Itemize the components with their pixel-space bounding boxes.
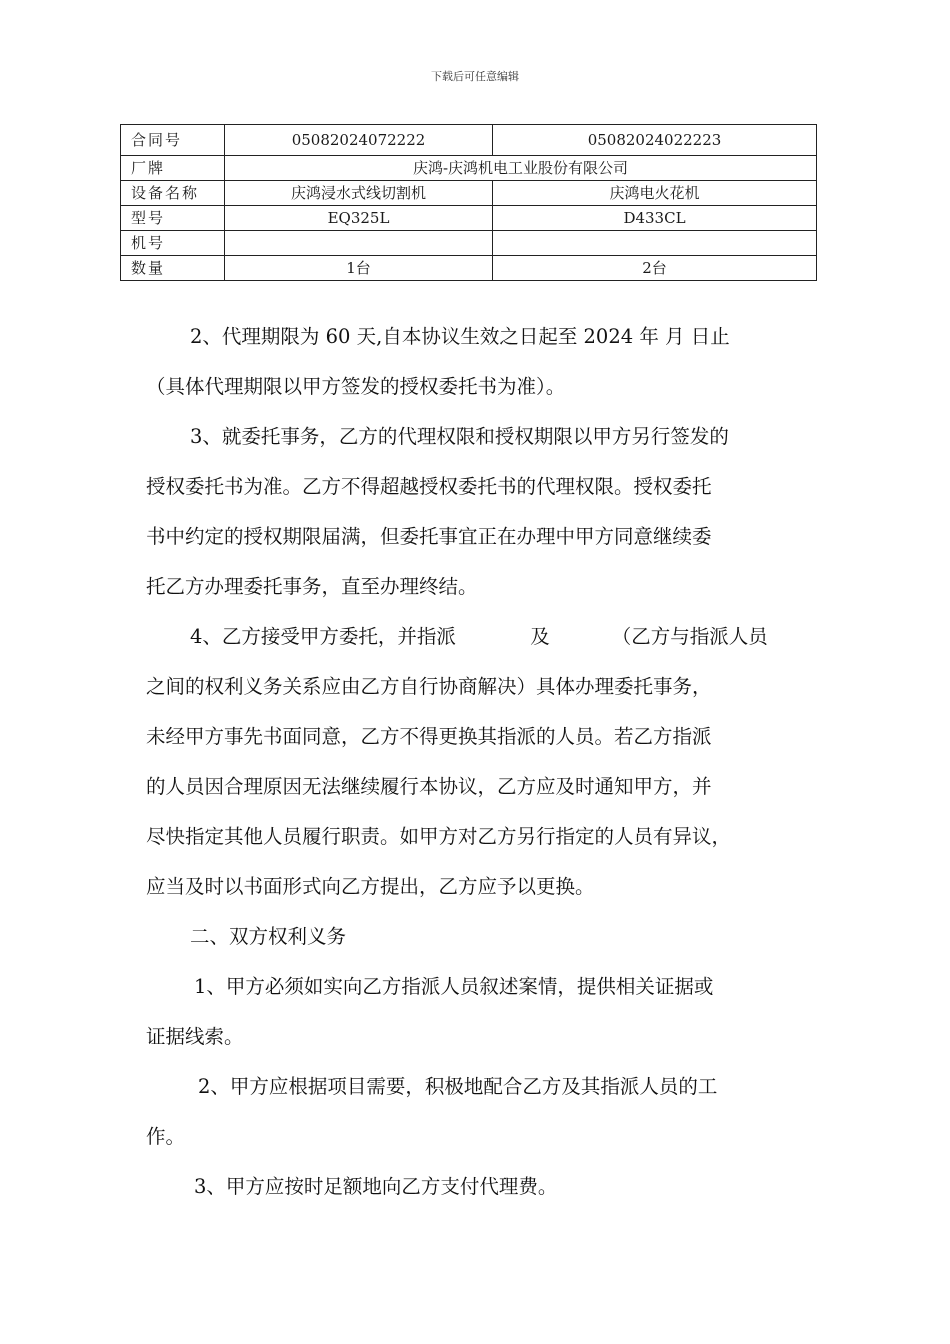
paragraph-line: 3、就委托事务，乙方的代理权限和授权期限以甲方另行签发的 — [190, 425, 729, 448]
table-cell: D433CL — [493, 206, 817, 231]
row-label: 厂牌 — [121, 156, 225, 181]
table-cell-merged: 庆鸿-庆鸿机电工业股份有限公司 — [225, 156, 817, 181]
table-row — [121, 256, 817, 281]
table-cell: 05082024022223 — [493, 125, 817, 156]
table-cell: EQ325L — [225, 206, 493, 231]
table-row — [121, 206, 817, 231]
paragraph-line: 3、甲方应按时足额地向乙方支付代理费。 — [194, 1175, 558, 1198]
paragraph-line: 证据线索。 — [146, 1025, 244, 1048]
row-label: 设备名称 — [121, 181, 225, 206]
table-cell: 庆鸿浸水式线切割机 — [225, 181, 493, 206]
header-note: 下载后可任意编辑 — [431, 70, 519, 83]
paragraph-line: 授权委托书为准。乙方不得超越授权委托书的代理权限。授权委托 — [146, 475, 712, 498]
table-row — [121, 156, 817, 181]
row-label: 合同号 — [121, 125, 225, 156]
paragraph-line: 4、乙方接受甲方委托，并指派 及 （乙方与指派人员 — [190, 625, 768, 648]
table-row — [121, 231, 817, 256]
table-row — [121, 181, 817, 206]
paragraph-line: 应当及时以书面形式向乙方提出，乙方应予以更换。 — [146, 875, 595, 898]
row-label: 数量 — [121, 256, 225, 281]
paragraph-line: 之间的权利义务关系应由乙方自行协商解决）具体办理委托事务， — [146, 675, 712, 698]
table-cell: 2台 — [493, 256, 817, 281]
table-cell: 1台 — [225, 256, 493, 281]
table-cell: 庆鸿电火花机 — [493, 181, 817, 206]
paragraph-line: 的人员因合理原因无法继续履行本协议，乙方应及时通知甲方，并 — [146, 775, 712, 798]
paragraph-line: （具体代理期限以甲方签发的授权委托书为准）。 — [146, 375, 566, 398]
table-cell — [493, 231, 817, 256]
paragraph-line: 2、甲方应根据项目需要，积极地配合乙方及其指派人员的工 — [198, 1075, 718, 1098]
paragraph-line: 书中约定的授权期限届满，但委托事宜正在办理中甲方同意继续委 — [146, 525, 712, 548]
table-cell — [225, 231, 493, 256]
paragraph-line: 未经甲方事先书面同意，乙方不得更换其指派的人员。若乙方指派 — [146, 725, 712, 748]
paragraph-line: 作。 — [146, 1125, 186, 1148]
row-label: 机号 — [121, 231, 225, 256]
row-label: 型号 — [121, 206, 225, 231]
body-text — [146, 312, 826, 1212]
table-cell: 05082024072222 — [225, 125, 493, 156]
paragraph-line: 1、甲方必须如实向乙方指派人员叙述案情，提供相关证据或 — [194, 975, 714, 998]
section-heading: 二、双方权利义务 — [190, 925, 347, 948]
equipment-table — [120, 124, 817, 281]
paragraph-line: 尽快指定其他人员履行职责。如甲方对乙方另行指定的人员有异议， — [146, 825, 732, 848]
paragraph-line: 2、代理期限为 60 天,自本协议生效之日起至 2024 年 月 日止 — [190, 325, 730, 348]
table-row — [121, 125, 817, 156]
paragraph-line: 托乙方办理委托事务，直至办理终结。 — [146, 575, 478, 598]
